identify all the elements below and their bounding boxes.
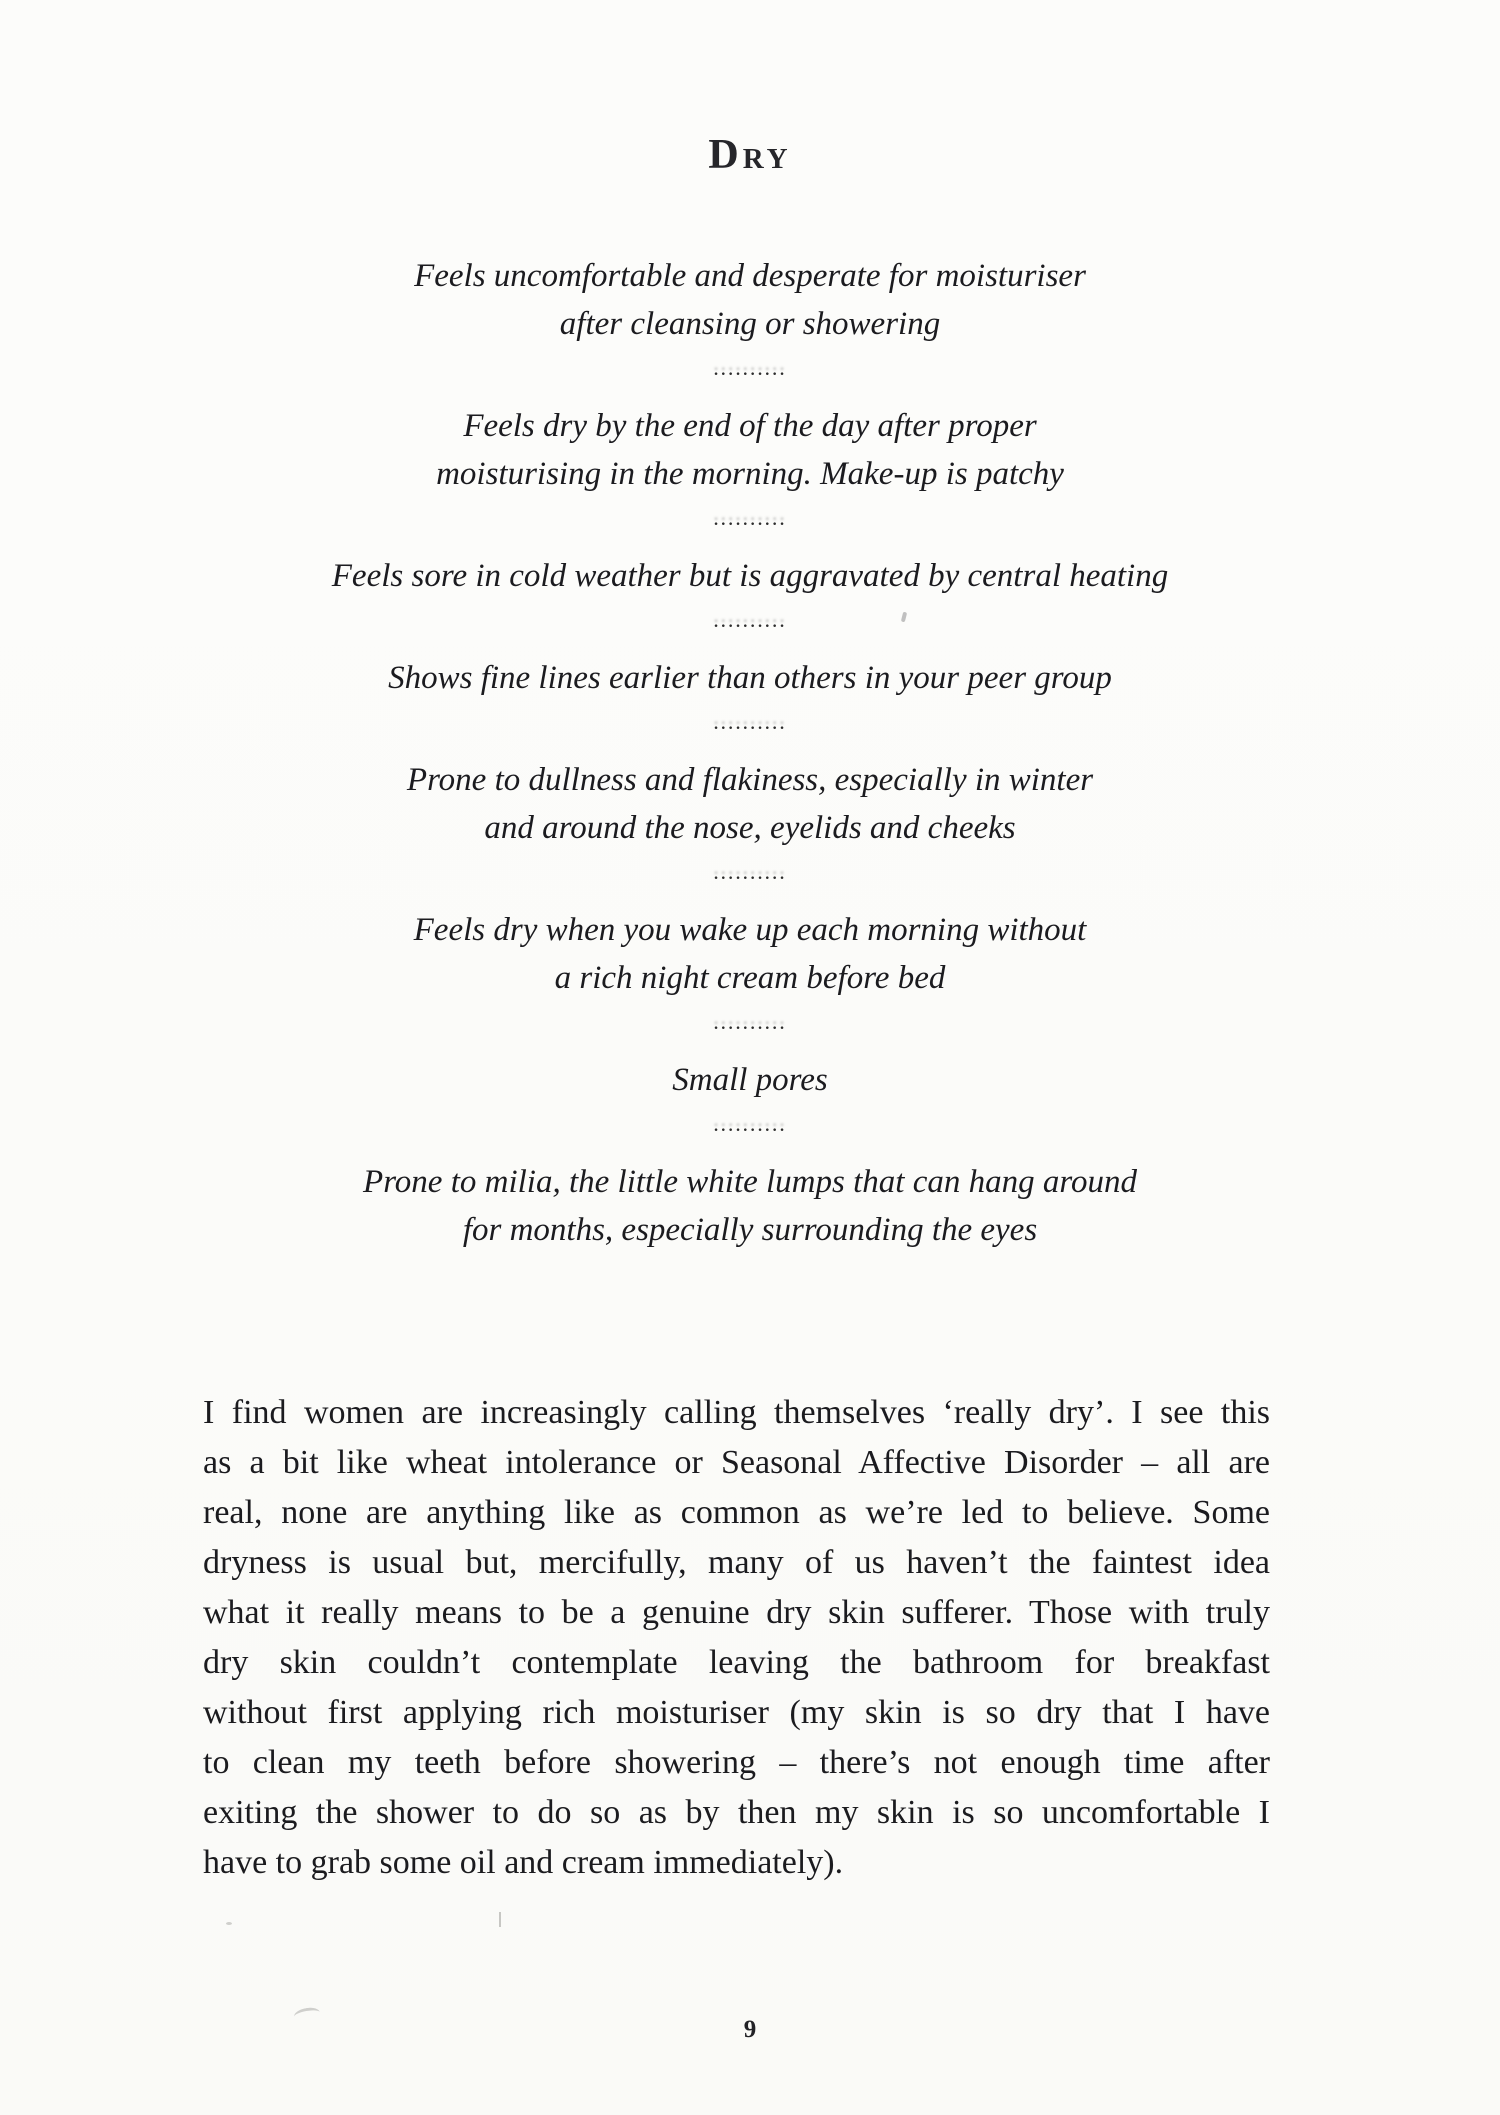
statement-line: Shows fine lines earlier than others in your peer group xyxy=(388,660,1112,696)
paragraph-line: real, none are anything like as common as we’re led to believe. Some xyxy=(203,1494,1270,1531)
statement-2 xyxy=(0,402,1500,498)
dotted-divider: ·········· xyxy=(713,720,787,737)
statement-line: Small pores xyxy=(672,1062,828,1098)
paragraph-line: dry skin couldn’t contemplate leaving the bathroom for breakfast xyxy=(203,1644,1270,1681)
page-number: 9 xyxy=(743,2016,757,2043)
statement-line: and around the nose, eyelids and cheeks xyxy=(484,810,1016,846)
statement-line: moisturising in the morning. Make-up is patchy xyxy=(436,456,1064,492)
paragraph-line: without first applying rich moisturiser (my skin is so dry that I have xyxy=(203,1694,1270,1731)
dotted-divider: ·········· xyxy=(713,618,787,635)
dotted-divider: ·········· xyxy=(713,1020,787,1037)
statement-3 xyxy=(0,552,1500,600)
statement-line: Feels sore in cold weather but is aggravated by central heating xyxy=(331,558,1169,594)
statement-line: Feels dry when you wake up each morning without xyxy=(413,912,1087,948)
statement-1 xyxy=(0,252,1500,348)
statement-6 xyxy=(0,906,1500,1002)
statement-line: after cleansing or showering xyxy=(559,306,941,342)
paragraph-line: what it really means to be a genuine dry skin sufferer. Those with truly xyxy=(203,1594,1270,1631)
scan-artifact-tick xyxy=(499,1912,501,1927)
statement-line: Feels dry by the end of the day after proper xyxy=(463,408,1037,444)
dotted-divider: ·········· xyxy=(713,870,787,887)
statement-5 xyxy=(0,756,1500,852)
dotted-divider: ·········· xyxy=(713,1122,787,1139)
statement-line: Prone to dullness and flakiness, especially in winter xyxy=(406,762,1094,798)
statement-line: Feels uncomfortable and desperate for moisturiser xyxy=(414,258,1086,294)
statement-line: Prone to milia, the little white lumps that can hang around xyxy=(363,1164,1137,1200)
scan-artifact-speck xyxy=(226,1922,232,1925)
page-title: Dry xyxy=(708,132,792,178)
statement-line: a rich night cream before bed xyxy=(554,960,946,996)
statement-4 xyxy=(0,654,1500,702)
paragraph-line: I find women are increasingly calling themselves ‘really dry’. I see this xyxy=(203,1394,1270,1431)
dotted-divider: ·········· xyxy=(713,366,787,383)
dotted-divider: ·········· xyxy=(713,516,787,533)
statements-list xyxy=(0,252,1500,1254)
statement-line: for months, especially surrounding the eyes xyxy=(462,1212,1038,1248)
statement-7 xyxy=(0,1056,1500,1104)
paragraph-line: dryness is usual but, mercifully, many of us haven’t the faintest idea xyxy=(203,1544,1270,1581)
paragraph-line: exiting the shower to do so as by then my skin is so uncomfortable I xyxy=(203,1794,1270,1831)
paragraph-line: to clean my teeth before showering – there’s not enough time after xyxy=(203,1744,1270,1781)
paragraph-line: have to grab some oil and cream immediately). xyxy=(203,1844,844,1881)
statement-8 xyxy=(0,1158,1500,1254)
paragraph-line: as a bit like wheat intolerance or Seasonal Affective Disorder – all are xyxy=(203,1444,1270,1481)
body-paragraph xyxy=(203,1388,1270,1888)
